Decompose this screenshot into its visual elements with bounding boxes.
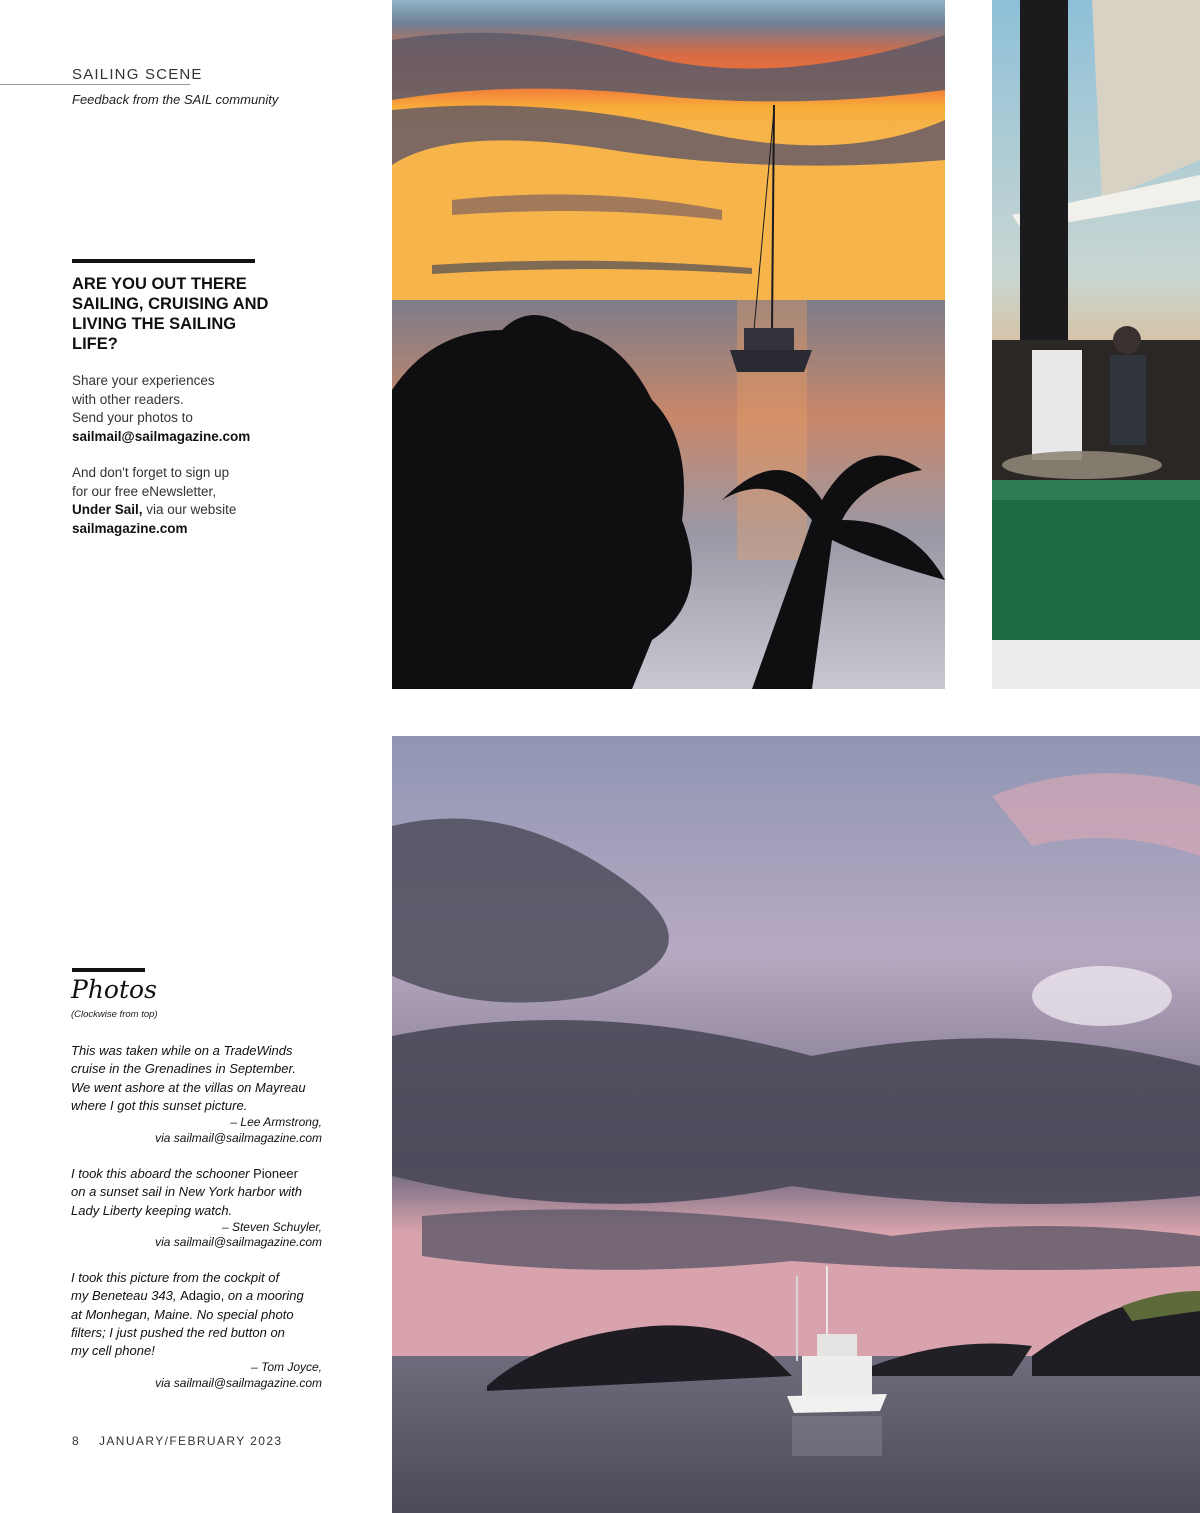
photo-schooner-pioneer (992, 0, 1200, 689)
photos-rule (72, 968, 145, 972)
credit-author: – Tom Joyce, (251, 1360, 322, 1375)
credit-author: – Lee Armstrong, (230, 1115, 322, 1130)
callout-rule (72, 259, 255, 263)
caption-line: at Monhegan, Maine. No special photo (71, 1306, 294, 1322)
signup-paragraph (72, 464, 292, 538)
caption-line: This was taken while on a TradeWinds (71, 1043, 293, 1058)
signup-line: for our free eNewsletter, (72, 483, 217, 499)
page-number: 8 (72, 1434, 79, 1448)
caption-line: filters; I just pushed the red button on (71, 1324, 285, 1340)
caption-credit (71, 1220, 322, 1251)
caption-line: my Beneteau 343, (71, 1288, 181, 1304)
share-line: with other readers. (72, 391, 184, 407)
share-line: Share your experiences (72, 373, 215, 388)
caption-harbor (71, 1269, 325, 1391)
callout-body (72, 372, 292, 556)
caption-schooner (71, 1165, 325, 1251)
website-link[interactable]: sailmagazine.com (72, 520, 188, 536)
caption-line: cruise in the Grenadines in September. (71, 1061, 296, 1077)
caption-credit (71, 1115, 322, 1146)
section-subtitle: Feedback from the SAIL community (72, 92, 279, 107)
email-link[interactable]: sailmail@sailmagazine.com (72, 428, 251, 444)
issue-date: JANUARY/FEBRUARY 2023 (99, 1434, 283, 1448)
caption-line: on a sunset sail in New York harbor with (71, 1184, 302, 1200)
photo-sunset-catamaran (392, 0, 945, 689)
share-paragraph (72, 372, 292, 446)
signup-line: via our website (142, 502, 237, 517)
section-rule (0, 84, 190, 85)
share-line: Send your photos to (72, 410, 193, 425)
vessel-name: Adagio, (180, 1288, 225, 1304)
callout-heading: ARE YOU OUT THERE SAILING, CRUISING AND LIVING THE SAILING LIFE? (72, 275, 269, 353)
photos-heading: Photos (71, 975, 157, 1004)
photo-harbor-monhegan (392, 736, 1200, 1513)
vessel-name: Pioneer (253, 1166, 298, 1181)
photos-order-note: (Clockwise from top) (71, 1009, 158, 1020)
caption-line: I took this picture from the cockpit of (71, 1270, 280, 1285)
caption-line: Lady Liberty keeping watch. (71, 1202, 233, 1218)
credit-author: – Steven Schuyler, (221, 1219, 322, 1234)
caption-credit (71, 1360, 322, 1391)
newsletter-name: Under Sail, (72, 502, 143, 517)
credit-via: via sailmail@sailmagazine.com (155, 1130, 322, 1145)
signup-line: And don't forget to sign up (72, 465, 230, 480)
caption-sunset (71, 1042, 325, 1146)
credit-via: via sailmail@sailmagazine.com (155, 1375, 322, 1390)
caption-line: on a mooring (224, 1288, 304, 1304)
section-title: SAILING SCENE (72, 66, 203, 83)
caption-line: my cell phone! (71, 1343, 155, 1359)
caption-line: We went ashore at the villas on Mayreau (71, 1079, 306, 1095)
caption-line: where I got this sunset picture. (71, 1097, 248, 1113)
credit-via: via sailmail@sailmagazine.com (155, 1235, 322, 1250)
caption-line: I took this aboard the schooner (71, 1166, 254, 1181)
